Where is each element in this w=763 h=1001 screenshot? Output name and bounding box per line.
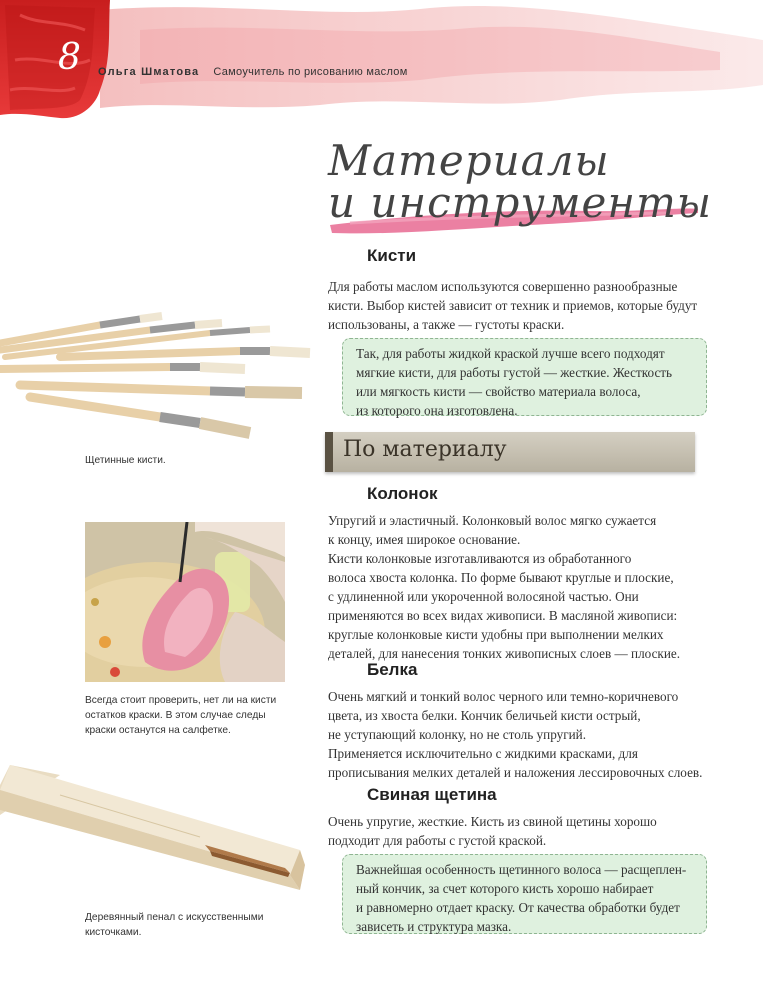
- page-number: 8: [58, 37, 81, 78]
- caption-wooden-case: Деревянный пенал с искусственными кисточками.: [85, 912, 264, 938]
- bristle-brushes-image: [0, 305, 315, 450]
- chapter-title-line-1: Материалы: [328, 136, 610, 185]
- caption-bristle-brushes: Щетинные кисти.: [85, 455, 166, 466]
- subsection-band-accent: [325, 432, 333, 472]
- paragraph-kisti: Для работы маслом используются совершенно разнообразные кисти. Выбор кистей зависит от техник и приемов, которые будут использованы, а также — густоты краски.: [328, 279, 698, 332]
- subsection-band: [325, 432, 695, 472]
- section-heading-kisti: Кисти: [367, 246, 417, 265]
- brush-7: [30, 397, 250, 433]
- brush-5: [0, 367, 245, 369]
- info-note-brush-softness: Так, для работы жидкой краской лучше всего подходят мягкие кисти, для работы густой — жесткие. Жесткость или мягкость кисти — свойство материала волоса, из которого она изготовлена.: [342, 338, 707, 416]
- paragraph-belka: Очень мягкий и тонкий волос черного или темно-коричневого цвета, из хвоста белки. Кончик беличьей кисти острый, не уступающий колонку, но не столь упругий. Применяется исключительно с жидкими красками, для прописывания мелких деталей и наложения лессировочных слоев.: [328, 689, 703, 780]
- paragraph-kolonok: Упругий и эластичный. Колонковый волос мягко сужается к концу, имея широкое основание. Кисти колонковые изготавливаются из обработанного волоса хвоста колонка. По форме бывают круглые и плоские, с удлиненной или укороченной волосяной частью. Они применяются во всех видах живописи. В масляной живописи: круглые колонковые кисти удобны при выполнении мелких деталей, для нанесения тонких живописных слоев — плоские.: [328, 513, 681, 661]
- section-heading-kolonok: Колонок: [367, 484, 438, 503]
- wooden-case-image: [0, 755, 310, 905]
- palette-cleaning-photo: [85, 522, 285, 682]
- section-heading-belka: Белка: [367, 660, 418, 679]
- paragraph-svinaya: Очень упругие, жесткие. Кисть из свиной щетины хорошо подходит для работы с густой краской.: [328, 814, 657, 848]
- header-watercolor-band: [0, 0, 763, 120]
- caption-palette: Всегда стоит проверить, нет ли на кисти остатков краски. В этом случае следы краски останутся на салфетке.: [85, 695, 277, 736]
- running-head: [98, 66, 408, 78]
- section-heading-svinaya: Свиная щетина: [367, 785, 497, 804]
- brush-6: [20, 385, 302, 393]
- book-title: Самоучитель по рисованию маслом: [213, 66, 408, 78]
- chapter-title-line-2: и инструменты: [328, 178, 713, 227]
- subsection-title: По материалу: [343, 437, 507, 462]
- info-note-bristle: Важнейшая особенность щетинного волоса — расщеплен- ный кончик, за счет которого кисть хорошо набирает и равномерно отдает краску. От качества обработки будет зависеть и структура мазка.: [342, 854, 707, 934]
- brush-4: [60, 351, 310, 357]
- author-name: Ольга Шматова: [98, 66, 200, 78]
